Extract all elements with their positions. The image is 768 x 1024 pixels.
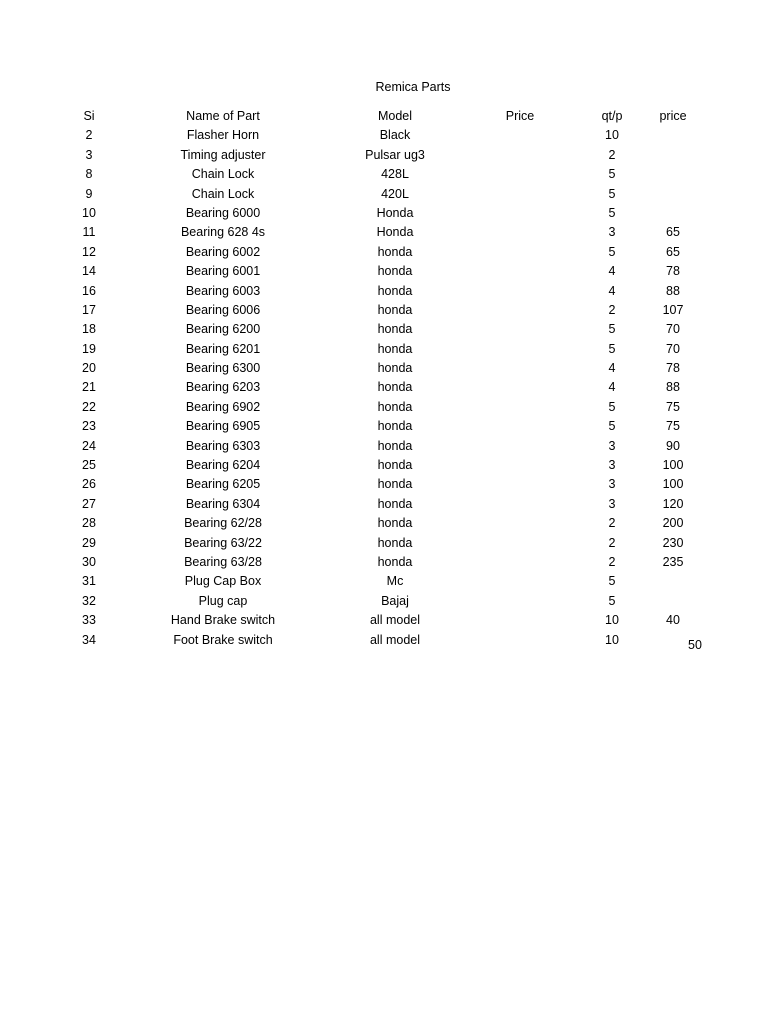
- cell-price2: 88: [666, 380, 680, 395]
- cell-model: honda: [377, 554, 413, 569]
- table-row: [0, 321, 768, 340]
- cell-qty: 3: [608, 438, 616, 453]
- table-row: [0, 147, 768, 166]
- cell-qty: 5: [608, 244, 616, 259]
- table-header-row: [0, 108, 768, 127]
- cell-si: 2: [85, 128, 93, 143]
- header-price: Price: [505, 109, 535, 123]
- cell-name: Hand Brake switch: [170, 613, 276, 628]
- cell-model: Pulsar ug3: [365, 147, 425, 162]
- table-row: [0, 554, 768, 573]
- cell-qty: 5: [608, 186, 616, 201]
- cell-price2: 100: [662, 458, 684, 473]
- cell-si: 19: [82, 341, 96, 356]
- cell-qty: 4: [608, 283, 616, 298]
- cell-qty: 5: [608, 341, 616, 356]
- cell-price2: 70: [666, 341, 680, 356]
- cell-price2: 120: [662, 496, 684, 511]
- cell-qty: 2: [608, 147, 616, 162]
- cell-si: 30: [82, 554, 96, 569]
- cell-price2: 78: [666, 361, 680, 376]
- table-row: [0, 205, 768, 224]
- table-row: [0, 244, 768, 263]
- header-model: Model: [377, 109, 413, 123]
- cell-qty: 5: [608, 322, 616, 337]
- table-row: [0, 379, 768, 398]
- cell-model: honda: [377, 496, 413, 511]
- cell-qty: 10: [605, 128, 619, 143]
- cell-qty: 2: [608, 554, 616, 569]
- cell-qty: 5: [608, 399, 616, 414]
- cell-name: Bearing 63/22: [184, 535, 262, 550]
- cell-model: Mc: [386, 574, 404, 589]
- cell-name: Foot Brake switch: [173, 632, 273, 647]
- cell-qty: 2: [608, 516, 616, 531]
- cell-model: honda: [377, 244, 413, 259]
- cell-name: Bearing 6902: [185, 399, 261, 414]
- table-row: [0, 263, 768, 282]
- cell-qty: 2: [608, 302, 616, 317]
- cell-name: Flasher Horn: [186, 128, 260, 143]
- cell-si: 31: [82, 574, 96, 589]
- cell-model: honda: [377, 264, 413, 279]
- cell-model: honda: [377, 380, 413, 395]
- cell-si: 27: [82, 496, 96, 511]
- header-si: Si: [83, 109, 95, 123]
- cell-name: Bearing 628 4s: [180, 225, 266, 240]
- table-row: [0, 612, 768, 631]
- table-row: [0, 593, 768, 612]
- cell-si: 21: [82, 380, 96, 395]
- cell-model: honda: [377, 341, 413, 356]
- table-row: [0, 457, 768, 476]
- cell-si: 34: [82, 632, 96, 647]
- cell-name: Bearing 6304: [185, 496, 261, 511]
- table-row: [0, 573, 768, 592]
- cell-si: 22: [82, 399, 96, 414]
- cell-model: honda: [377, 419, 413, 434]
- cell-name: Bearing 6905: [185, 419, 261, 434]
- cell-si: 11: [82, 225, 96, 240]
- cell-name: Bearing 6300: [185, 361, 261, 376]
- cell-price2: 107: [662, 302, 684, 317]
- cell-price2: 65: [666, 244, 680, 259]
- cell-si: 8: [85, 167, 93, 182]
- cell-name: Timing adjuster: [180, 147, 266, 162]
- cell-model: all model: [369, 632, 421, 647]
- cell-name: Bearing 6001: [185, 264, 261, 279]
- parts-table: [0, 108, 768, 651]
- table-row: [0, 302, 768, 321]
- cell-name: Bearing 62/28: [184, 516, 262, 531]
- cell-model: honda: [377, 535, 413, 550]
- cell-si: 32: [82, 593, 96, 608]
- cell-qty: 4: [608, 380, 616, 395]
- header-name: Name of Part: [186, 109, 260, 123]
- cell-name: Bearing 6203: [185, 380, 261, 395]
- cell-model: honda: [377, 399, 413, 414]
- cell-price2: 90: [666, 438, 680, 453]
- table-row: [0, 166, 768, 185]
- cell-model: Bajaj: [381, 593, 409, 608]
- table-body: [0, 127, 768, 651]
- table-row: [0, 127, 768, 146]
- cell-si: 25: [82, 458, 96, 473]
- cell-si: 3: [85, 147, 93, 162]
- cell-qty: 5: [608, 167, 616, 182]
- cell-model: honda: [377, 283, 413, 298]
- cell-name: Plug Cap Box: [184, 574, 262, 589]
- cell-name: Bearing 6200: [185, 322, 261, 337]
- cell-price2: 65: [666, 225, 680, 240]
- cell-si: 24: [82, 438, 96, 453]
- cell-si: 18: [82, 322, 96, 337]
- table-row: [0, 360, 768, 379]
- cell-name: Chain Lock: [191, 167, 255, 182]
- cell-price2: 75: [666, 399, 680, 414]
- cell-price2: 230: [662, 535, 684, 550]
- cell-price2: 88: [666, 283, 680, 298]
- cell-name: Bearing 6204: [185, 458, 261, 473]
- cell-model: Honda: [376, 205, 414, 220]
- table-row: [0, 515, 768, 534]
- cell-model: honda: [377, 322, 413, 337]
- table-row: [0, 341, 768, 360]
- cell-name: Bearing 63/28: [184, 554, 262, 569]
- cell-name: Bearing 6003: [185, 283, 261, 298]
- cell-price2: 70: [666, 322, 680, 337]
- cell-qty: 5: [608, 419, 616, 434]
- table-row: [0, 224, 768, 243]
- cell-si: 29: [82, 535, 96, 550]
- cell-model: 420L: [381, 186, 409, 201]
- cell-price2: 75: [666, 419, 680, 434]
- cell-si: 28: [82, 516, 96, 531]
- cell-name: Chain Lock: [191, 186, 255, 201]
- cell-name: Bearing 6000: [185, 205, 261, 220]
- table-row: [0, 399, 768, 418]
- cell-extra: 50: [688, 637, 702, 652]
- header-price2: price: [659, 109, 687, 123]
- table-row: [0, 283, 768, 302]
- cell-model: Black: [379, 128, 411, 143]
- cell-model: 428L: [381, 167, 409, 182]
- cell-si: 10: [82, 205, 96, 220]
- cell-model: honda: [377, 302, 413, 317]
- table-row: [0, 186, 768, 205]
- cell-qty: 10: [605, 632, 619, 647]
- table-row: [0, 438, 768, 457]
- cell-name: Bearing 6002: [185, 244, 261, 259]
- table-row: [0, 418, 768, 437]
- cell-name: Bearing 6205: [185, 477, 261, 492]
- cell-si: 9: [85, 186, 93, 201]
- cell-price2: 235: [662, 554, 684, 569]
- cell-model: honda: [377, 458, 413, 473]
- cell-model: Honda: [376, 225, 414, 240]
- cell-si: 17: [82, 302, 96, 317]
- cell-si: 12: [82, 244, 96, 259]
- cell-si: 26: [82, 477, 96, 492]
- cell-name: Bearing 6201: [185, 341, 261, 356]
- cell-model: honda: [377, 438, 413, 453]
- cell-qty: 3: [608, 496, 616, 511]
- cell-qty: 4: [608, 361, 616, 376]
- cell-name: Plug cap: [198, 593, 248, 608]
- page-title: Remica Parts: [375, 80, 451, 94]
- cell-si: 14: [82, 264, 96, 279]
- cell-price2: 100: [662, 477, 684, 492]
- table-row: [0, 632, 768, 651]
- cell-model: honda: [377, 477, 413, 492]
- header-qty: qt/p: [601, 109, 623, 123]
- cell-qty: 5: [608, 574, 616, 589]
- cell-qty: 5: [608, 593, 616, 608]
- cell-price2: 40: [666, 613, 680, 628]
- table-row: [0, 476, 768, 495]
- cell-qty: 3: [608, 458, 616, 473]
- cell-name: Bearing 6006: [185, 302, 261, 317]
- cell-name: Bearing 6303: [185, 438, 261, 453]
- cell-qty: 3: [608, 477, 616, 492]
- cell-model: honda: [377, 516, 413, 531]
- cell-qty: 4: [608, 264, 616, 279]
- cell-si: 23: [82, 419, 96, 434]
- cell-qty: 5: [608, 205, 616, 220]
- cell-si: 33: [82, 613, 96, 628]
- cell-si: 20: [82, 361, 96, 376]
- cell-price2: 78: [666, 264, 680, 279]
- table-row: [0, 496, 768, 515]
- cell-model: honda: [377, 361, 413, 376]
- cell-price2: 200: [662, 516, 684, 531]
- cell-qty: 2: [608, 535, 616, 550]
- cell-si: 16: [82, 283, 96, 298]
- cell-model: all model: [369, 613, 421, 628]
- table-row: [0, 535, 768, 554]
- cell-qty: 10: [605, 613, 619, 628]
- cell-qty: 3: [608, 225, 616, 240]
